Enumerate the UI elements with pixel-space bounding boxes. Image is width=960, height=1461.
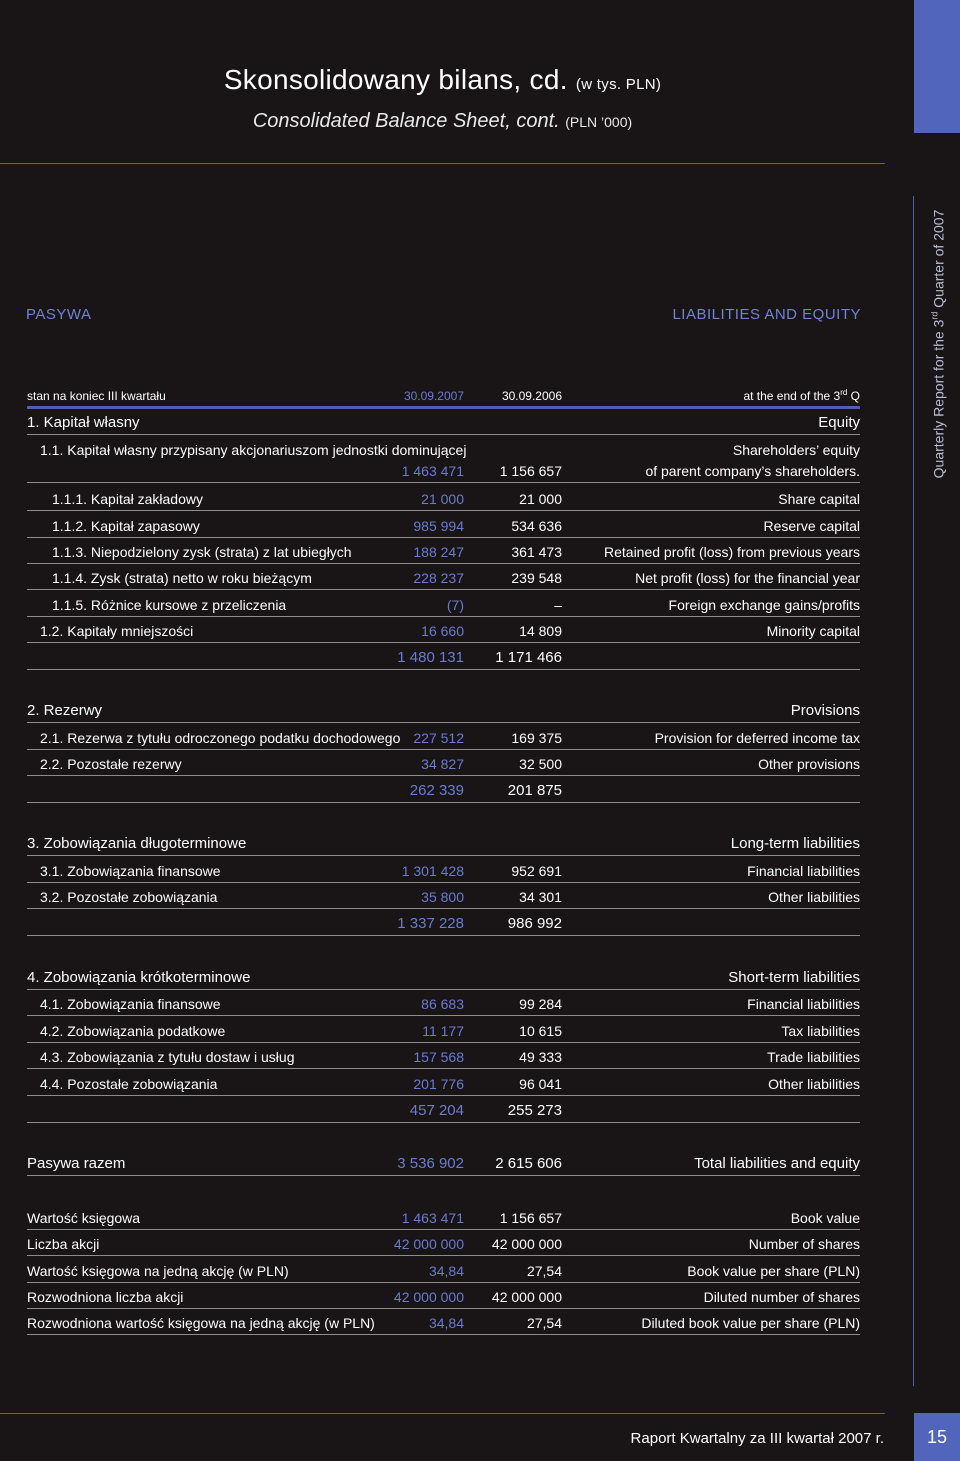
table-row: 1. Kapitał własny Equity bbox=[27, 408, 860, 435]
table-row: 1.1.1. Kapitał zakładowy 21 000 21 000 Share capital bbox=[27, 484, 860, 511]
table-row: Rozwodniona liczba akcji 42 000 000 42 000 000 Diluted number of shares bbox=[27, 1282, 860, 1309]
table-row: Rozwodniona wartość księgowa na jedną akcję (w PLN) 34,84 27,54 Diluted book value per share (PLN) bbox=[27, 1308, 860, 1335]
table-header bbox=[27, 380, 860, 409]
table-row: 1.1.2. Kapitał zapasowy 985 994 534 636 Reserve capital bbox=[27, 511, 860, 538]
table-row: Wartość księgowa 1 463 471 1 156 657 Book value bbox=[27, 1203, 860, 1230]
table-row: Wartość księgowa na jedną akcję (w PLN) 34,84 27,54 Book value per share (PLN) bbox=[27, 1256, 860, 1283]
subtotal-row: 457 204 255 273 bbox=[27, 1096, 860, 1123]
table-row: 4.3. Zobowiązania z tytułu dostaw i usług 157 568 49 333 Trade liabilities bbox=[27, 1042, 860, 1069]
table-row: 1.1.4. Zysk (strata) netto w roku bieżącym 228 237 239 548 Net profit (loss) for the financial year bbox=[27, 563, 860, 590]
title-polish: Skonsolidowany bilans, cd. (w tys. PLN) bbox=[223, 64, 662, 95]
table-row: 3. Zobowiązania długoterminowe Long-term liabilities bbox=[27, 829, 860, 856]
table-row: 4.2. Zobowiązania podatkowe 11 177 10 615 Tax liabilities bbox=[27, 1016, 860, 1043]
table-row: 1.2. Kapitały mniejszości 16 660 14 809 Minority capital bbox=[27, 616, 860, 643]
footer-divider bbox=[0, 1413, 885, 1414]
section-label-english: LIABILITIES AND EQUITY bbox=[672, 306, 861, 323]
table-row: 4. Zobowiązania krótkoterminowe Short-term liabilities bbox=[27, 963, 860, 990]
table-row: 4.4. Pozostałe zobowiązania 201 776 96 041 Other liabilities bbox=[27, 1069, 860, 1096]
title-english: Consolidated Balance Sheet, cont. (PLN ’000) bbox=[252, 110, 633, 132]
blue-corner-tab bbox=[914, 0, 960, 133]
table-row: 2.1. Rezerwa z tytułu odroczonego podatku dochodowego 227 512 169 375 Provision for deferred income tax bbox=[27, 723, 860, 750]
header-label-pl: stan na koniec III kwartału bbox=[27, 389, 166, 403]
grand-total-row: Pasywa razem 3 536 902 2 615 606 Total liabilities and equity bbox=[27, 1149, 860, 1176]
table-row: 1.1.3. Niepodzielony zysk (strata) z lat ubiegłych 188 247 361 473 Retained profit (loss) from previous years bbox=[27, 537, 860, 564]
page-number: 15 bbox=[914, 1413, 960, 1461]
subtotal-row: 1 480 131 1 171 466 bbox=[27, 643, 860, 670]
header-label-en: at the end of the 3rd Q bbox=[743, 388, 860, 403]
title-divider bbox=[0, 163, 885, 164]
side-divider bbox=[913, 196, 914, 1386]
table-row: 4.1. Zobowiązania finansowe 86 683 99 284 Financial liabilities bbox=[27, 989, 860, 1016]
table-row: 3.2. Pozostałe zobowiązania 35 800 34 301 Other liabilities bbox=[27, 882, 860, 909]
table-row: 2.2. Pozostałe rezerwy 34 827 32 500 Other provisions bbox=[27, 749, 860, 776]
subtotal-row: 262 339 201 875 bbox=[27, 776, 860, 803]
table-row: 1.1. Kapitał własny przypisany akcjonariuszom jednostki dominującej 1 463 471 1 156 657 Shareholders’ equity of parent company’s shareholders. bbox=[27, 436, 860, 483]
subtotal-row: 1 337 228 986 992 bbox=[27, 909, 860, 936]
footer-report-title: Raport Kwartalny za III kwartał 2007 r. bbox=[630, 1430, 884, 1447]
table-row: 2. Rezerwy Provisions bbox=[27, 696, 860, 723]
side-report-label: Quarterly Report for the 3rd Quarter of 2007 bbox=[929, 209, 947, 479]
header-col-2006: 30.09.2006 bbox=[501, 389, 562, 403]
table-row: 3.1. Zobowiązania finansowe 1 301 428 952 691 Financial liabilities bbox=[27, 856, 860, 883]
header-col-2007: 30.09.2007 bbox=[403, 389, 464, 403]
section-label-polish: PASYWA bbox=[26, 306, 92, 323]
table-row: Liczba akcji 42 000 000 42 000 000 Number of shares bbox=[27, 1229, 860, 1256]
page-title bbox=[0, 64, 885, 133]
table-row: 1.1.5. Różnice kursowe z przeliczenia (7) – Foreign exchange gains/profits bbox=[27, 590, 860, 617]
